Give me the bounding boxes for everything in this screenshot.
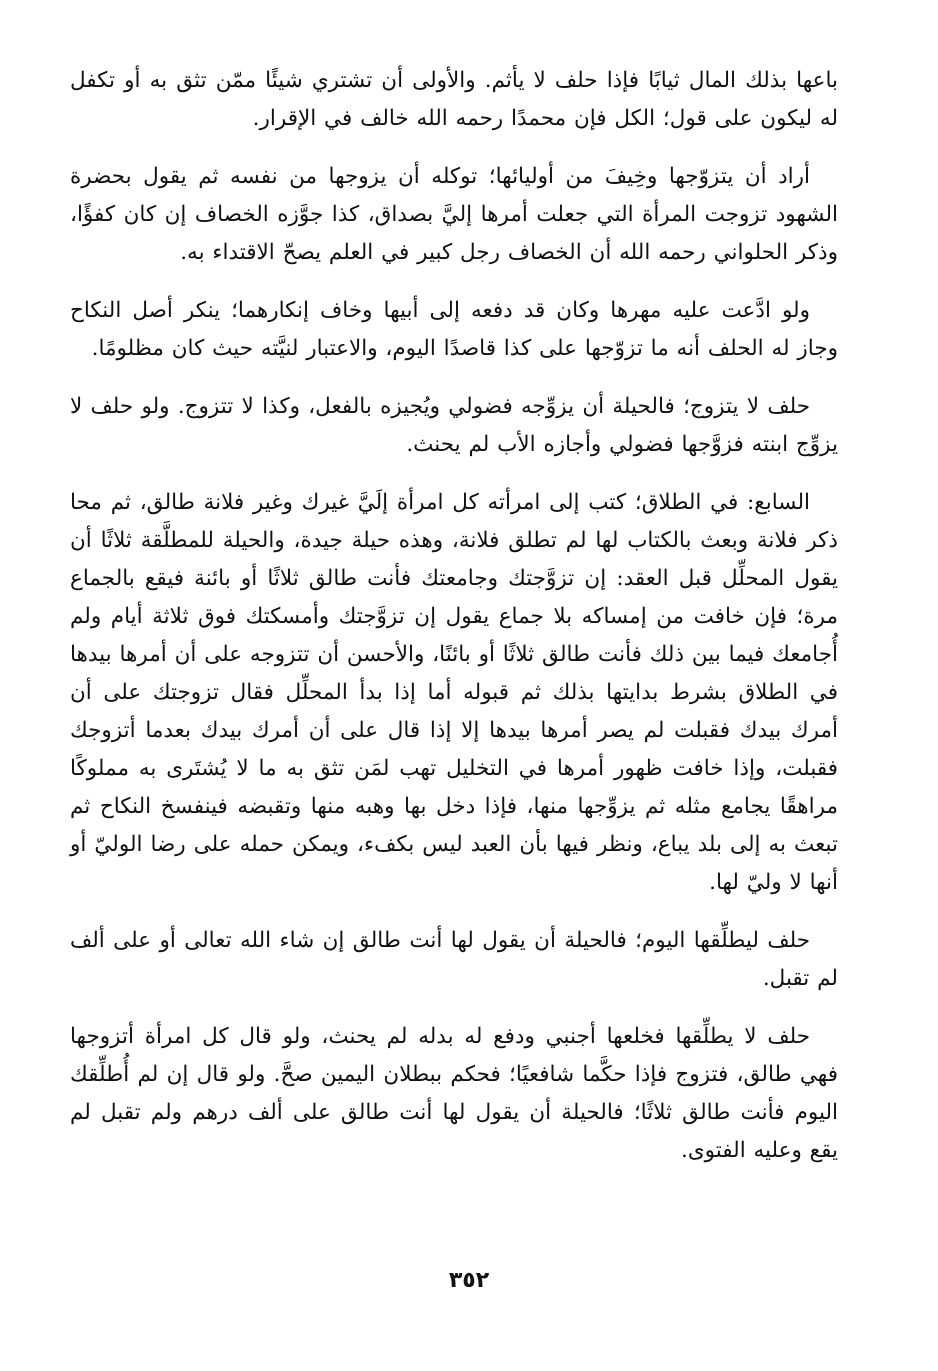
page-number: ٣٥٢ xyxy=(448,1268,490,1293)
page-body xyxy=(70,62,838,1190)
paragraph-6: حلف ليطلِّقها اليوم؛ فالحيلة أن يقول لها أنت طالق إن شاء الله تعالى أو على ألف لم تقبل. xyxy=(70,928,838,991)
paragraph-2: أراد أن يتزوّجها وخِيفَ من أوليائها؛ توكله أن يزوجها من نفسه ثم يقول بحضرة الشهود تزوجت المرأة التي جعلت أمرها إليَّ بصداق، كذا جوَّزه الخصاف إن كان كفؤًا، وذكر الحلواني رحمه الله أن الخصاف رجل كبير في العلم يصحّ الاقتداء به. xyxy=(70,164,838,265)
paragraph-1: باعها بذلك المال ثيابًا فإذا حلف لا يأثم. والأولى أن تشتري شيئًا ممّن تثق به أو تكفل له ليكون على قول؛ الكل فإن محمدًا رحمه الله خالف في الإقرار. xyxy=(70,68,838,131)
paragraph-5: السابع: في الطلاق؛ كتب إلى امرأته كل امرأة إلَيَّ غيرك وغير فلانة طالق، ثم محا ذكر فلانة وبعث بالكتاب لها لم تطلق فلانة، وهذه حيلة جيدة، والحيلة للمطلَّقة ثلاثًا أن يقول المحلِّل قبل العقد: إن تزوَّجتك وجامعتك فأنت طالق ثلاثًا أو بائنة فيقع بالجماع مرة؛ فإن خافت من إمساكه بلا جماع يقول إن تزوَّجتك وأمسكتك فوق ثلاثة أيام ولم أُجامعك فيما بين ذلك فأنت طالق ثلاثًا أو بائنًا، والأحسن أن تتزوجه على أن أمرها بيدها في الطلاق بشرط بدايتها بذلك ثم قبوله أما إذا بدأ المحلِّل فقال تزوجتك على أن أمرك بيدك فقبلت لم يصر أمرها بيدها إلا إذا قال على أن أمرك بيدك بعدما أتزوجك فقبلت، وإذا خافت ظهور أمرها في التخليل تهب لمَن تثق به ما لا يُشتَرى به مملوكًا مراهقًا يجامع مثله ثم يزوِّجها منها، فإذا دخل بها وهبه منها وتقبضه فينفسخ النكاح ثم تبعث به إلى بلد يباع، ونظر فيها بأن العبد ليس بكفء، ويمكن حمله على رضا الوليّ أو أنها لا وليّ لها. xyxy=(70,490,838,895)
paragraph-4: حلف لا يتزوج؛ فالحيلة أن يزوِّجه فضولي ويُجيزه بالفعل، وكذا لا تتزوج. ولو حلف لا يزوِّج ابنته فزوَّجها فضولي وأجازه الأب لم يحنث. xyxy=(70,394,838,457)
paragraph-7: حلف لا يطلِّقها فخلعها أجنبي ودفع له بدله لم يحنث، ولو قال كل امرأة أتزوجها فهي طالق، فتزوج فإذا حكَّما شافعيًا؛ فحكم ببطلان اليمين صحَّ. ولو قال إن لم أُطلِّقك اليوم فأنت طالق ثلاثًا؛ فالحيلة أن يقول لها أنت طالق على ألف درهم ولم تقبل لم يقع وعليه الفتوى. xyxy=(70,1024,838,1163)
paragraph-3: ولو ادَّعت عليه مهرها وكان قد دفعه إلى أبيها وخاف إنكارهما؛ ينكر أصل النكاح وجاز له الحلف أنه ما تزوّجها على كذا قاصدًا اليوم، والاعتبار لنيَّته حيث كان مظلومًا. xyxy=(70,298,838,361)
